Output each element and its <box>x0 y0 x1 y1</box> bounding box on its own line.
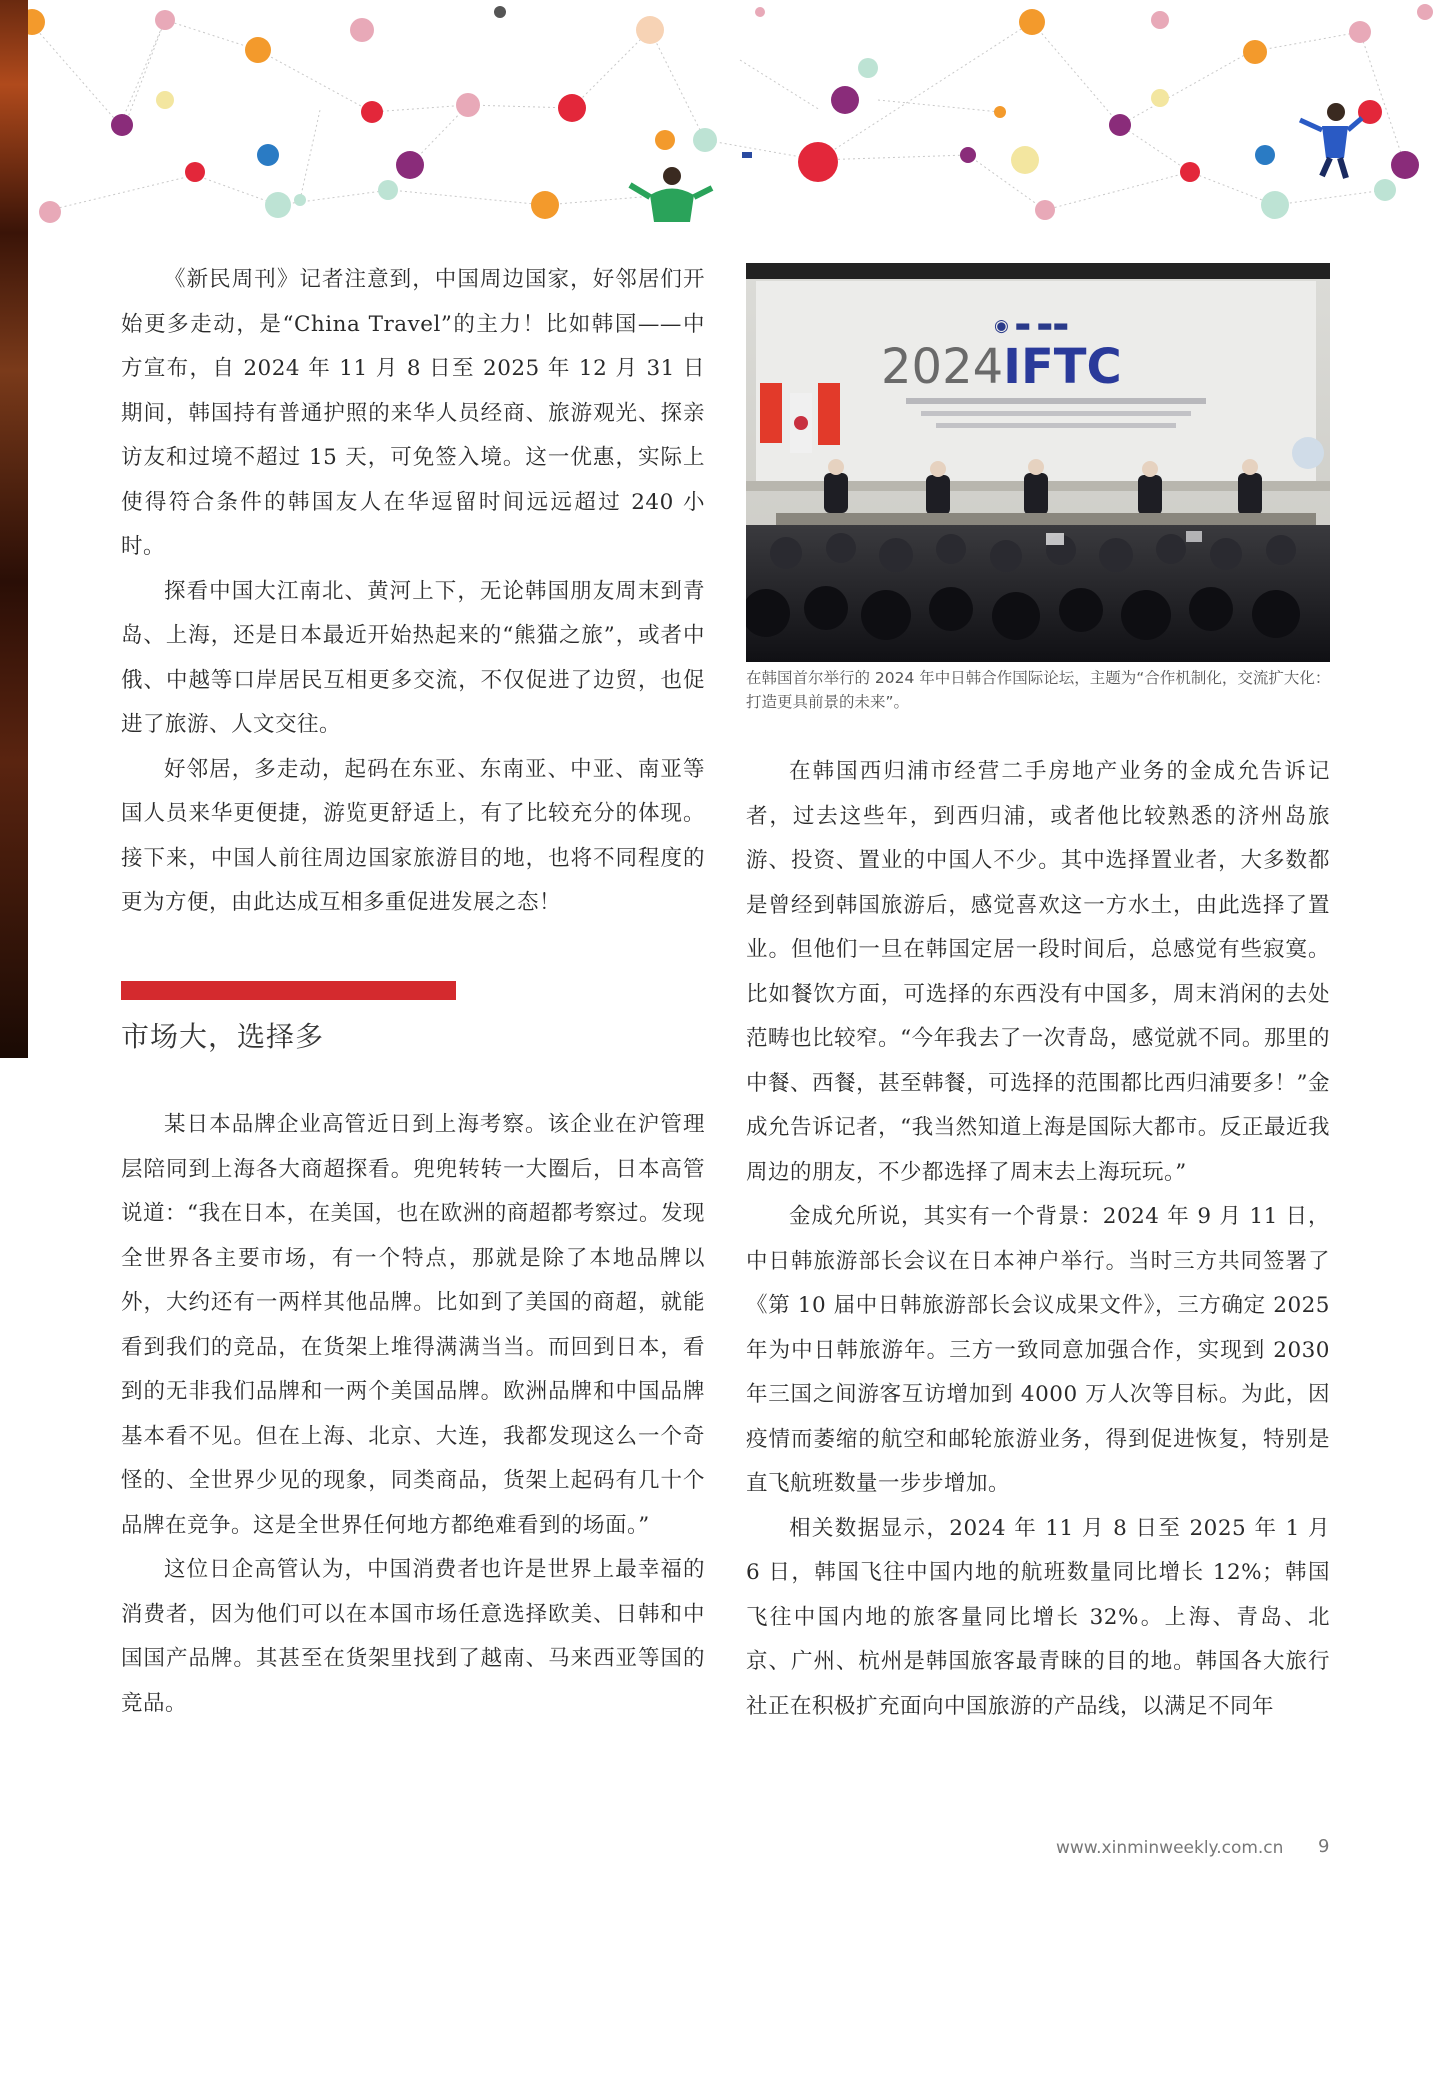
body-paragraph: 《新民周刊》记者注意到，中国周边国家，好邻居们开始更多走动，是“China Travel”的主力！比如韩国——中方宣布，自 2024 年 11 月 8 日至 2025 年 12 月 31 日期间，韩国持有普通护照的来华人员经商、旅游观光、探亲访友和过境不超过 15 天，可免签入境。这一优惠，实际上使得符合条件的韩国友人在华逗留时间远远超过 240 小时。 <box>121 267 705 559</box>
section-divider-bar <box>121 981 456 1000</box>
screen-title: 2024IFTC <box>881 339 1122 395</box>
body-paragraph: 好邻居，多走动，起码在东亚、东南亚、中亚、南亚等国人员来华更便捷，游览更舒适上，有了比较充分的体现。接下来，中国人前往周边国家旅游目的地，也将不同程度的更为方便，由此达成互相多重促进发展之态！ <box>121 756 705 915</box>
network-dots-banner <box>0 0 1450 235</box>
svg-text:◉ ▬ ▬▬: ◉ ▬ ▬▬ <box>994 316 1069 336</box>
left-column-lower <box>121 1103 705 1726</box>
forum-photo <box>746 263 1330 662</box>
body-paragraph: 金成允所说，其实有一个背景：2024 年 9 月 11 日，中日韩旅游部长会议在日本神户举行。当时三方共同签署了《第 10 届中日韩旅游部长会议成果文件》，三方确定 2025 年为中日韩旅游年。三方一致同意加强合作，实现到 2030 年三国之间游客互访增加到 4000 万人次等目标。为此，因疫情而萎缩的航空和邮轮旅游业务，得到促进恢复，特别是直飞航班数量一步步增加。 <box>746 1204 1330 1496</box>
person-figure-left-icon <box>630 152 752 222</box>
photo-caption: 在韩国首尔举行的 2024 年中日韩合作国际论坛，主题为“合作机制化，交流扩大化：打造更具前景的未来”。 <box>746 669 1331 711</box>
left-column <box>121 258 705 926</box>
body-paragraph: 某日本品牌企业高管近日到上海考察。该企业在沪管理层陪同到上海各大商超探看。兜兜转转一大圈后，日本高管说道：“我在日本，在美国，也在欧洲的商超都考察过。发现全世界各主要市场，有一个特点，那就是除了本地品牌以外，大约还有一两样其他品牌。比如到了美国的商超，就能看到我们的竞品，在货架上堆得满满当当。而回到日本，看到的无非我们品牌和一两个美国品牌。欧洲品牌和中国品牌基本看不见。但在上海、北京、大连，我都发现这么一个奇怪的、全世界少见的现象，同类商品，货架上起码有几十个品牌在竞争。这是全世界任何地方都绝难看到的场面。” <box>121 1112 705 1538</box>
body-paragraph: 相关数据显示，2024 年 11 月 8 日至 2025 年 1 月 6 日，韩国飞往中国内地的航班数量同比增长 12%；韩国飞往中国内地的旅客量同比增长 32%。上海、青岛、北京、广州、杭州是韩国旅客最青睐的目的地。韩国各大旅行社正在积极扩充面向中国旅游的产品线，以满足不同年 <box>746 1515 1330 1719</box>
body-paragraph: 这位日企高管认为，中国消费者也许是世界上最幸福的消费者，因为他们可以在本国市场任意选择欧美、日韩和中国国产品牌。其甚至在货架里找到了越南、马来西亚等国的竞品。 <box>121 1557 705 1716</box>
body-paragraph: 探看中国大江南北、黄河上下，无论韩国朋友周末到青岛、上海，还是日本最近开始热起来的“熊猫之旅”，或者中俄、中越等口岸居民互相更多交流，不仅促进了边贸，也促进了旅游、人文交往。 <box>121 578 705 737</box>
footer-website-url: www.xinminweekly.com.cn <box>1056 1838 1284 1858</box>
right-column <box>746 750 1330 1729</box>
person-figure-right-icon <box>1300 103 1362 178</box>
section-title: 市场大，选择多 <box>121 1020 325 1053</box>
page-number: 9 <box>1318 1836 1330 1857</box>
left-edge-photo-strip <box>0 0 28 1058</box>
body-paragraph: 在韩国西归浦市经营二手房地产业务的金成允告诉记者，过去这些年，到西归浦，或者他比较熟悉的济州岛旅游、投资、置业的中国人不少。其中选择置业者，大多数都是曾经到韩国旅游后，感觉喜欢这一方水土，由此选择了置业。但他们一旦在韩国定居一段时间后，总感觉有些寂寞。比如餐饮方面，可选择的东西没有中国多，周末消闲的去处范畴也比较窄。“今年我去了一次青岛，感觉就不同。那里的中餐、西餐，甚至韩餐，可选择的范围都比西归浦要多！”金成允告诉记者，“我当然知道上海是国际大都市。反正最近我周边的朋友，不少都选择了周末去上海玩玩。” <box>746 759 1330 1185</box>
